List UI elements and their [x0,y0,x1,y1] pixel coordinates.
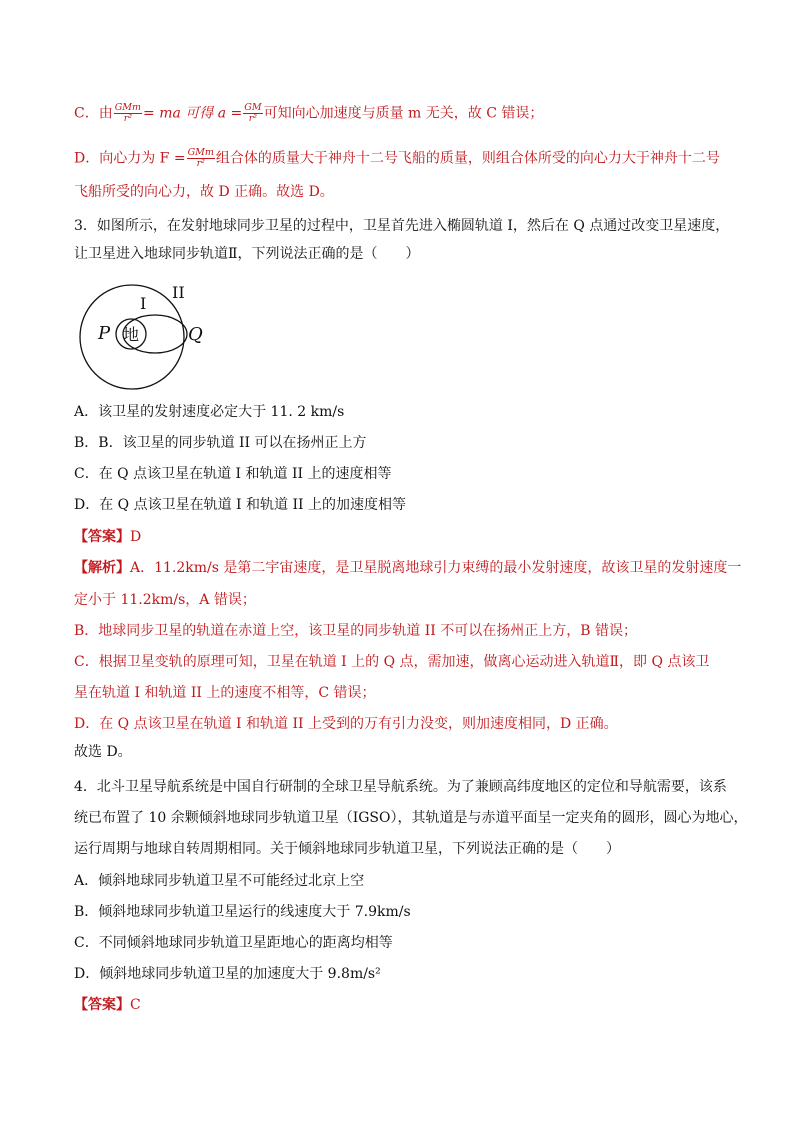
q3-answer [74,527,724,547]
fraction-numerator: GM [244,102,262,113]
q3-analysis-line4: C．根据卫星变轨的原理可知，卫星在轨道 I 上的 Q 点，需加速，做离心运动进入轨道Ⅱ，即 Q 点该卫 [74,654,710,670]
analysis-text: A．11.2km/s 是第二宇宙速度，是卫星脱离地球引力束缚的最小发射速度，故该卫星的发射速度一 [130,560,742,576]
q4-option-d: D．倾斜地球同步轨道卫星的加速度大于 9.8m/s² [74,966,381,982]
answer-value: C [130,997,141,1013]
q3-option-a: A．该卫星的发射速度必定大于 11. 2 km/s [74,404,345,420]
q4-option-c: C．不同倾斜地球同步轨道卫星距地心的距离均相等 [74,935,393,951]
fraction-numerator: GMm [187,147,214,158]
q2-option-c [74,103,724,124]
answer-tag: 【答案】 [74,997,130,1013]
q3-stem-line2: 让卫星进入地球同步轨道Ⅱ，下列说法正确的是（ ） [74,246,420,262]
q4-stem-line2: 统已布置了 10 余颗倾斜地球同步轨道卫星（IGSO），其轨道是与赤道平面呈一定夹角的圆形，圆心为地心， [74,810,748,826]
answer-value: D [130,529,142,545]
q2-option-d-rest: 组合体的质量大于神舟十二号飞船的质量，则组合体所受的向心力大于神舟十二号 [215,150,720,167]
q3-analysis-line6: D．在 Q 点该卫星在轨道 I 和轨道 II 上受到的万有引力没变，则加速度相同，D 正确。 [74,716,618,732]
q3-stem-line1: 3．如图所示，在发射地球同步卫星的过程中，卫星首先进入椭圆轨道 I，然后在 Q 点通过改变卫星速度， [74,218,730,234]
q2-option-d-prefix: D．向心力为 F = [74,150,186,167]
q2-option-d-line2: 飞船所受的向心力，故 D 正确。故选 D。 [74,184,334,200]
q3-option-d: D．在 Q 点该卫星在轨道 I 和轨道 II 上的加速度相等 [74,497,406,513]
q3-analysis-line1 [74,558,742,578]
orbit-2-label: II [172,283,185,302]
q4-stem-line3: 运行周期与地球自转周期相同。关于倾斜地球同步轨道卫星，下列说法正确的是（ ） [74,841,620,857]
q3-analysis-line3: B．地球同步卫星的轨道在赤道上空，该卫星的同步轨道 II 不可以在扬州正上方，B 错误； [74,623,637,639]
fraction-numerator: GMm [114,102,142,113]
q4-stem-line1: 4．北斗卫星导航系统是中国自行研制的全球卫星导航系统。为了兼顾高纬度地区的定位和导航需要，该系 [74,779,727,795]
q3-conclusion: 故选 D。 [74,744,132,760]
q3-analysis-line5: 星在轨道 I 和轨道 II 上的速度不相等，C 错误； [74,685,376,701]
point-p-label: P [98,323,111,344]
q2-option-c-formula: = ma 可得 a = [143,105,243,122]
fraction-denominator: r² [196,158,205,169]
analysis-tag: 【解析】 [74,560,130,576]
q2-option-c-prefix: C．由 [74,105,113,122]
orbit-1-label: I [140,294,147,313]
orbit-diagram [70,282,220,390]
q2-option-c-suffix: 可知向心加速度与质量 m 无关，故 C 错误； [263,105,544,122]
q4-answer [74,995,724,1015]
earth-label: 地 [122,325,140,344]
q3-analysis-line2: 定小于 11.2km/s，A 错误； [74,592,256,608]
fraction-gmm-r2 [114,103,142,124]
fraction-gmm-r2 [187,148,215,169]
point-q-label: Q [188,324,203,345]
q4-option-a: A．倾斜地球同步轨道卫星不可能经过北京上空 [74,873,365,889]
q3-option-b: B．B．该卫星的同步轨道 II 可以在扬州正上方 [74,435,367,451]
q4-option-b: B．倾斜地球同步轨道卫星运行的线速度大于 7.9km/s [74,904,411,920]
q3-option-c: C．在 Q 点该卫星在轨道 I 和轨道 II 上的速度相等 [74,466,392,482]
q2-option-d-line1 [74,148,724,169]
answer-tag: 【答案】 [74,529,130,545]
fraction-denominator: r² [123,113,133,124]
fraction-gm-r2 [243,103,262,124]
fraction-denominator: r² [248,113,258,124]
